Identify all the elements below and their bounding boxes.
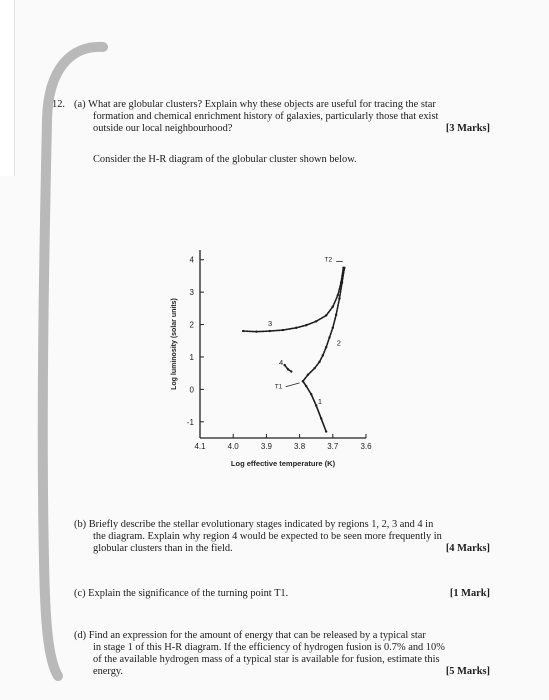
series-2-point (328, 336, 330, 338)
turning-point-t1-label: T1 (274, 383, 283, 391)
hr-diagram (162, 240, 394, 478)
part-d-line-2: in stage 1 of this H-R diagram. If the efficiency of hydrogen fusion is 0.7% and 10% (93, 642, 445, 653)
series-1-point (325, 430, 327, 432)
x-tick-label: 3.6 (360, 442, 372, 451)
part-b-line-2: the diagram. Explain why region 4 would be expected to be seen more frequently in (93, 531, 442, 542)
part-d-line-4: energy. (93, 666, 124, 677)
x-tick-label: 3.8 (294, 442, 306, 451)
series-1-segment (321, 419, 326, 432)
y-tick-label: 0 (189, 385, 194, 395)
series-3-segment (316, 315, 326, 321)
series-2-point (338, 297, 340, 299)
part-d (74, 630, 490, 678)
series-1-segment (311, 394, 316, 405)
part-a-line-2: formation and chemical enrichment history of galaxies, particularly those that exist (93, 111, 439, 122)
series-2-point (313, 367, 315, 369)
part-c-label: (c) (74, 588, 86, 599)
series-3-point (340, 281, 342, 283)
series-3-point (282, 329, 284, 331)
region-1-label: 1 (317, 396, 323, 406)
series-3-point (332, 306, 334, 308)
part-a-label: (a) (74, 99, 86, 110)
part-b-label: (b) (74, 519, 87, 530)
series-2-point (318, 361, 320, 363)
series-2-segment (303, 375, 308, 381)
part-d-marks: [5 Marks] (445, 666, 490, 677)
series-3-point (295, 327, 297, 329)
x-tick-label: 3.7 (327, 442, 339, 451)
part-b-line-1: Briefly describe the stellar evolutionary stages indicated by regions 1, 2, 3 and 4 in (88, 519, 434, 530)
series-1-point (305, 385, 307, 387)
series-3-segment (333, 295, 338, 306)
part-c (74, 588, 490, 600)
series-3-segment (326, 307, 333, 316)
series-2-segment (308, 368, 315, 374)
series-3-point (337, 294, 339, 296)
intro-text: Consider the H-R diagram of the globular cluster shown below. (93, 154, 357, 165)
series-4-point (287, 368, 289, 370)
series-1-point (320, 417, 322, 419)
series-2-segment (333, 315, 336, 328)
part-c-marks: [1 Mark] (449, 588, 490, 599)
part-b-line-3: globular clusters than in the field. (93, 543, 233, 554)
series-2-point (322, 354, 324, 356)
part-a-line-3: outside our local neighbourhood? (93, 123, 233, 134)
y-tick-label: 2 (189, 320, 194, 330)
series-4-point (290, 370, 292, 372)
series-2-segment (326, 338, 329, 348)
series-3-point (242, 330, 244, 332)
left-edge-strip (0, 0, 15, 176)
series-3-segment (270, 330, 283, 331)
y-tick-label: -1 (186, 417, 194, 427)
series-1-point (310, 393, 312, 395)
series-4-point (283, 364, 285, 366)
series-3-point (269, 330, 271, 332)
region-2-label: 2 (336, 338, 341, 348)
series-3-point (325, 314, 327, 316)
series-3-segment (306, 321, 316, 325)
series-2-point (307, 374, 309, 376)
x-tick-label: 3.9 (260, 442, 272, 451)
question-number: 12. (52, 99, 65, 110)
part-c-text: Explain the significance of the turning point T1. (88, 588, 289, 599)
x-tick-label: 4.1 (194, 442, 206, 451)
series-1-segment (306, 386, 311, 394)
turning-point-t2-label: T2 (324, 256, 333, 264)
series-2-point (332, 327, 334, 329)
series-1-segment (316, 406, 321, 419)
x-tick-label: 4.0 (227, 442, 239, 451)
series-3-point (255, 330, 257, 332)
y-axis-label: Log luminosity (solar units) (171, 298, 178, 390)
part-a (74, 99, 490, 135)
series-3-segment (283, 328, 296, 330)
x-axis-label: Log effective temperature (K) (230, 459, 336, 468)
part-d-line-1: Find an expression for the amount of energy that can be released by a typical star (88, 630, 426, 641)
series-2-point (325, 346, 327, 348)
y-tick-label: 3 (189, 288, 194, 298)
part-a-marks: [3 Marks] (445, 123, 490, 134)
series-3-point (342, 267, 344, 269)
part-b (74, 519, 490, 555)
series-2-segment (329, 328, 332, 338)
series-3-segment (243, 331, 256, 332)
series-2-segment (336, 299, 339, 315)
series-3-segment (296, 325, 306, 328)
region-3-label: 3 (268, 319, 273, 329)
series-2-point (335, 314, 337, 316)
series-3-segment (256, 331, 269, 332)
series-2-segment (323, 347, 326, 355)
part-a-line-1: What are globular clusters? Explain why these objects are useful for tracing the star (88, 99, 436, 110)
series-3-point (315, 320, 317, 322)
series-3-point (305, 324, 307, 326)
part-d-line-3: of the available hydrogen mass of a typical star is available for fusion, estimate this (93, 654, 440, 665)
series-2-segment (315, 362, 320, 368)
y-tick-label: 4 (189, 255, 194, 265)
series-2-point (302, 380, 304, 382)
y-tick-label: 1 (189, 352, 194, 362)
turning-point-t1-arrow (286, 383, 300, 387)
region-4-label: 4 (279, 358, 284, 368)
part-d-label: (d) (74, 630, 87, 641)
part-b-marks: [4 Marks] (445, 543, 490, 554)
